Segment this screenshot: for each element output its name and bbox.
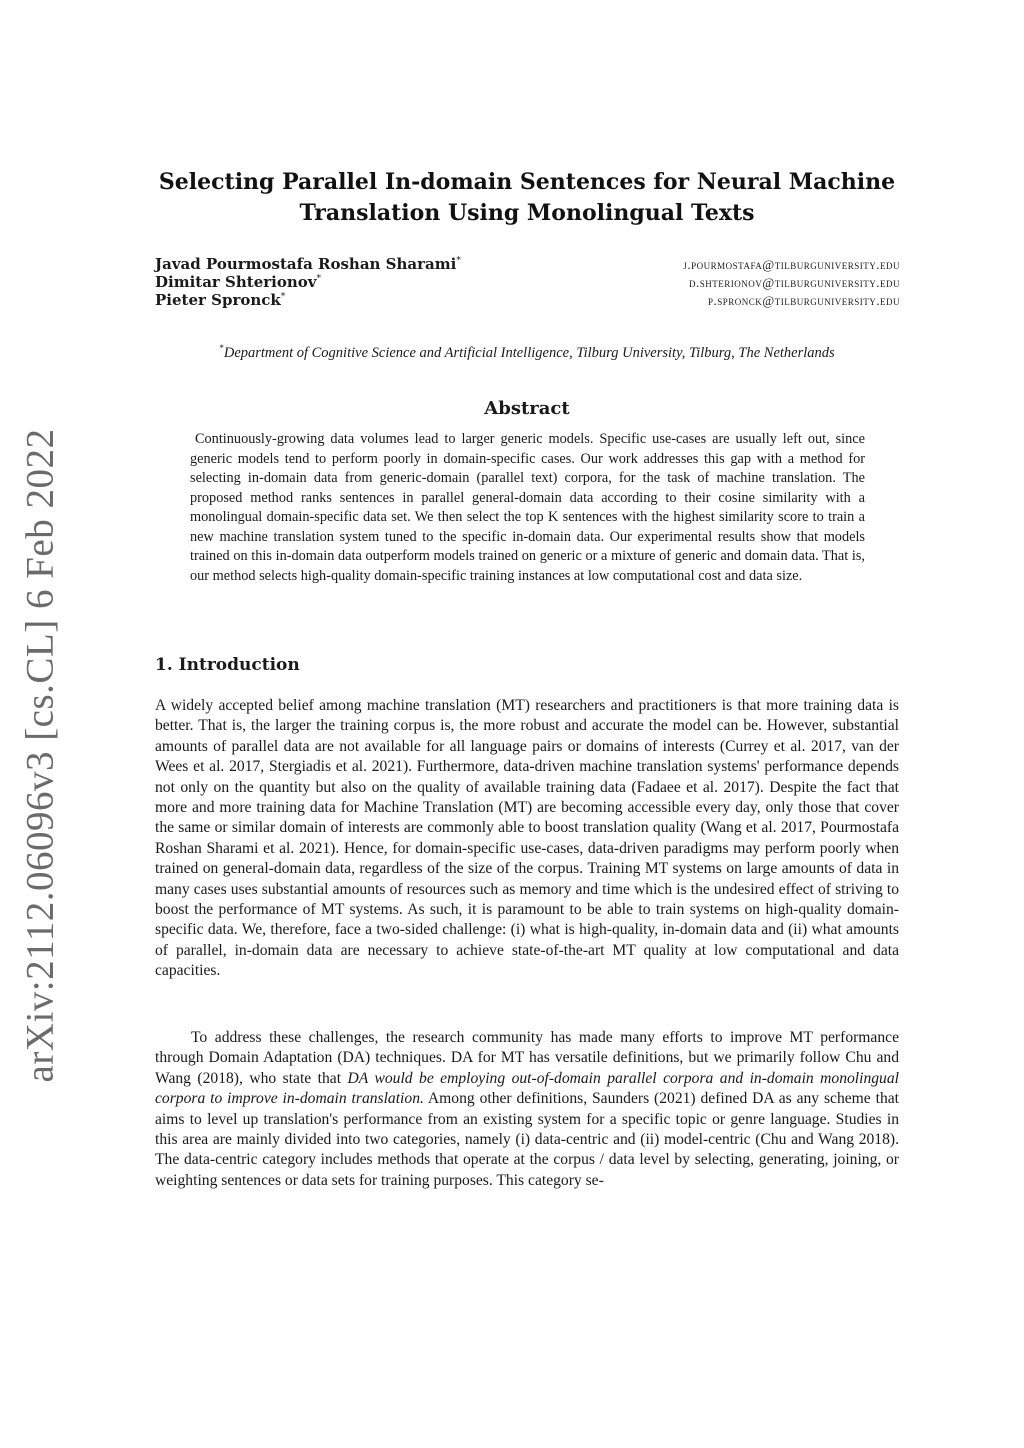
paragraph-2-end: Among other definitions, Saunders (2021) defined DA as any scheme that aims to level up translation's performance from an existing system for a specific topic or genre language. Studies in this area are mainly divided into two categories, namely (i) data-centric and (ii) model-centric (Chu and Wang 2018). The data-centric category includes methods that operate at the corpus / data level by selecting, generating, joining, or weighting sentences or data sets for training purposes. This category se- — [155, 1090, 899, 1189]
affiliation — [150, 343, 904, 362]
affiliation-text: Department of Cognitive Science and Artificial Intelligence, Tilburg University, Tilburg, The Netherlands — [223, 344, 835, 361]
author-name: Pieter Spronck* — [155, 291, 286, 309]
paragraph-2-start: To address these challenges, the research community has made many efforts to improve MT performance through Domain Adaptation (DA) techniques. DA for MT has versatile definitions, but we primarily follow Chu and Wang (2018), who state that — [155, 1029, 899, 1087]
introduction-paragraph-2 — [155, 1028, 899, 1191]
author-name: Dimitar Shterionov* — [155, 273, 321, 291]
section-heading-introduction: 1. Introduction — [155, 655, 300, 675]
abstract-heading: Abstract — [484, 398, 570, 419]
da-definition-quote: DA would be employing out-of-domain parallel corpora and in-domain monolingual corpora to improve in-domain translation. — [155, 1069, 899, 1108]
paper-title — [150, 167, 904, 229]
introduction-paragraph-1: A widely accepted belief among machine translation (MT) researchers and practitioners is that more training data is better. That is, the larger the training corpus is, the more robust and accurate the model can be. However, substantial amounts of parallel data are not available for all language pairs or domains of interests (Currey et al. 2017, van der Wees et al. 2017, Stergiadis et al. 2021). Furthermore, data-driven machine translation systems' performance depends not only on the quantity but also on the quality of available training data (Fadaee et al. 2017). Despite the fact that more and more training data for Machine Translation (MT) are becoming accessible every day, only those that cover the same or similar domain of interests are commonly able to boost translation quality (Wang et al. 2017, Pourmostafa Roshan Sharami et al. 2021). Hence, for domain-specific use-cases, data-driven paradigms may perform poorly when trained on general-domain data, regardless of the size of the corpus. Training MT systems on large amounts of data in many cases uses substantial amounts of resources such as memory and time which is the undesired effect of striving to boost the performance of MT systems. As such, it is paramount to be able to train systems on high-quality domain-specific data. We, therefore, face a two-sided challenge: (i) what is high-quality, in-domain data and (ii) what amounts of parallel, in-domain data are necessary to achieve state-of-the-art MT quality at low computational and data capacities. — [155, 697, 899, 980]
author-email[interactable]: d.shterionov@tilburguniversity.edu — [689, 275, 900, 290]
abstract-body: Continuously-growing data volumes lead to larger generic models. Specific use-cases are usually left out, since generic models tend to perform poorly in domain-specific cases. Our work addresses this gap with a method for selecting in-domain data from generic-domain (parallel text) corpora, for the task of machine translation. The proposed method ranks sentences in parallel general-domain data according to their cosine similarity with a monolingual domain-specific data set. We then select the top K sentences with the highest similarity score to train a new machine translation system tuned to the specific in-domain data. Our experimental results show that models trained on this in-domain data outperform models trained on generic or a mixture of generic and domain data. That is, our method selects high-quality domain-specific training instances at low computational cost and data size. — [190, 431, 865, 584]
author-list — [155, 255, 900, 309]
author-email[interactable]: p.spronck@tilburguniversity.edu — [708, 293, 900, 308]
arxiv-identifier-text: arXiv:2112.06096v3 [cs.CL] 6 Feb 2022 — [18, 428, 62, 1082]
author-row — [155, 273, 900, 291]
author-email[interactable]: j.pourmostafa@tilburguniversity.edu — [683, 257, 900, 272]
paper-title-line-1: Selecting Parallel In-domain Sentences for Neural Machine — [158, 169, 896, 195]
author-row — [155, 291, 900, 309]
affiliation-mark: * — [219, 343, 224, 353]
author-row — [155, 255, 900, 273]
arxiv-identifier-stamp — [10, 428, 70, 1082]
author-name: Javad Pourmostafa Roshan Sharami* — [155, 255, 461, 273]
paper-title-line-2: Translation Using Monolingual Texts — [299, 200, 755, 226]
